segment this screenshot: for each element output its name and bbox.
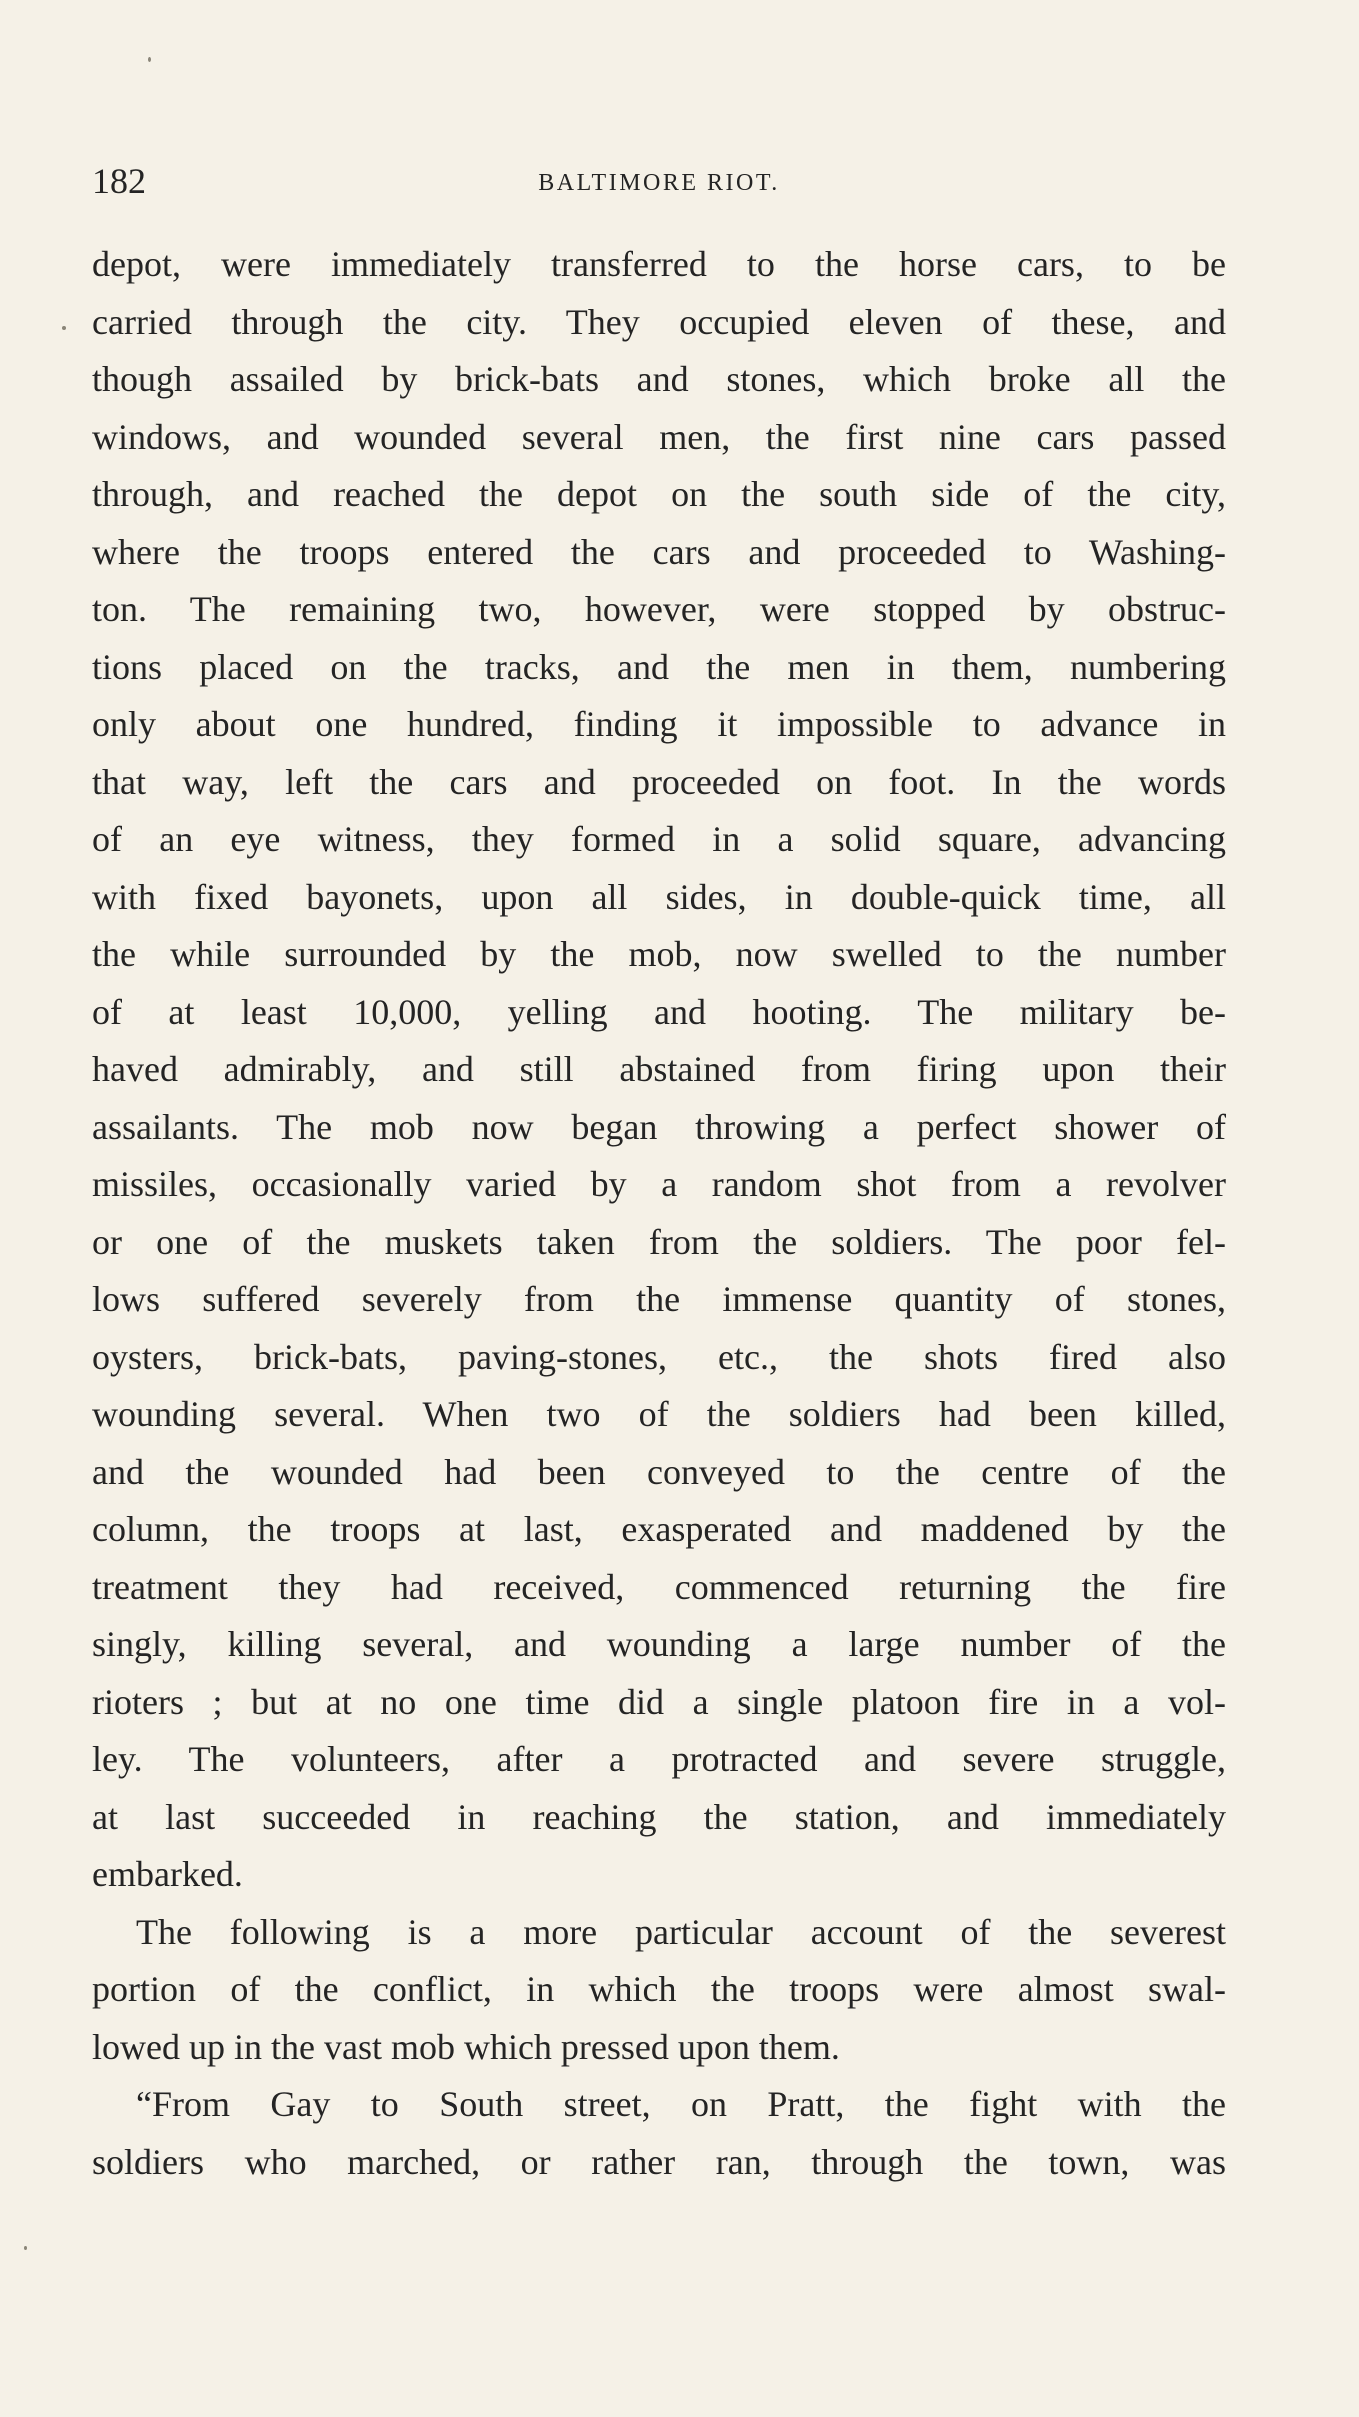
text-line: “From Gay to South street, on Pratt, the fight with the bbox=[136, 2084, 1226, 2124]
text-line: lowed up in the vast mob which pressed upon them. bbox=[92, 2026, 840, 2067]
text-line: only about one hundred, finding it impossible to advance in bbox=[92, 704, 1226, 744]
text-line: soldiers who marched, or rather ran, through the town, was bbox=[92, 2141, 1226, 2182]
text-line: through, and reached the depot on the south side of the city, bbox=[92, 474, 1226, 514]
text-line: depot, were immediately transferred to the horse cars, to be bbox=[92, 244, 1226, 284]
ink-speck bbox=[62, 326, 66, 330]
running-head: BALTIMORE RIOT. bbox=[538, 170, 780, 196]
text-line: ley. The volunteers, after a protracted and severe struggle, bbox=[92, 1739, 1226, 1779]
body-text bbox=[92, 236, 1226, 2191]
page-header bbox=[92, 158, 1226, 204]
text-line: The following is a more particular account of the severest bbox=[136, 1911, 1226, 1952]
text-line: embarked. bbox=[92, 1854, 243, 1894]
text-line: singly, killing several, and wounding a large number of the bbox=[92, 1624, 1226, 1664]
text-line: where the troops entered the cars and proceeded to Washing- bbox=[92, 531, 1226, 572]
text-line: carried through the city. They occupied eleven of these, and bbox=[92, 301, 1226, 342]
text-line: that way, left the cars and proceeded on foot. In the words bbox=[92, 761, 1226, 802]
text-line: assailants. The mob now began throwing a perfect shower of bbox=[92, 1106, 1226, 1147]
text-line: lows suffered severely from the immense quantity of stones, bbox=[92, 1279, 1226, 1319]
text-line: of an eye witness, they formed in a solid square, advancing bbox=[92, 819, 1226, 859]
text-line: the while surrounded by the mob, now swelled to the number bbox=[92, 934, 1226, 974]
ink-speck bbox=[148, 57, 151, 62]
text-line: with fixed bayonets, upon all sides, in double-quick time, all bbox=[92, 876, 1226, 917]
text-line: portion of the conflict, in which the troops were almost swal- bbox=[92, 1969, 1226, 2009]
text-line: and the wounded had been conveyed to the centre of the bbox=[92, 1451, 1226, 1492]
text-line: haved admirably, and still abstained from firing upon their bbox=[92, 1049, 1226, 1089]
text-line: of at least 10,000, yelling and hooting. The military be- bbox=[92, 991, 1226, 1032]
text-line: tions placed on the tracks, and the men in them, numbering bbox=[92, 646, 1226, 687]
text-line: treatment they had received, commenced returning the fire bbox=[92, 1566, 1226, 1607]
text-line: wounding several. When two of the soldiers had been killed, bbox=[92, 1394, 1226, 1434]
text-line: though assailed by brick-bats and stones, which broke all the bbox=[92, 359, 1226, 399]
text-line: or one of the muskets taken from the soldiers. The poor fel- bbox=[92, 1221, 1226, 1262]
ink-speck bbox=[24, 2246, 27, 2250]
text-line: rioters ; but at no one time did a single platoon fire in a vol- bbox=[92, 1681, 1226, 1722]
text-line: column, the troops at last, exasperated and maddened by the bbox=[92, 1509, 1226, 1549]
text-line: at last succeeded in reaching the station, and immediately bbox=[92, 1796, 1226, 1837]
text-line: windows, and wounded several men, the first nine cars passed bbox=[92, 416, 1226, 457]
text-line: oysters, brick-bats, paving-stones, etc., the shots fired also bbox=[92, 1336, 1226, 1377]
page-number: 182 bbox=[92, 161, 146, 201]
text-line: ton. The remaining two, however, were stopped by obstruc- bbox=[92, 589, 1226, 629]
text-line: missiles, occasionally varied by a random shot from a revolver bbox=[92, 1164, 1226, 1204]
